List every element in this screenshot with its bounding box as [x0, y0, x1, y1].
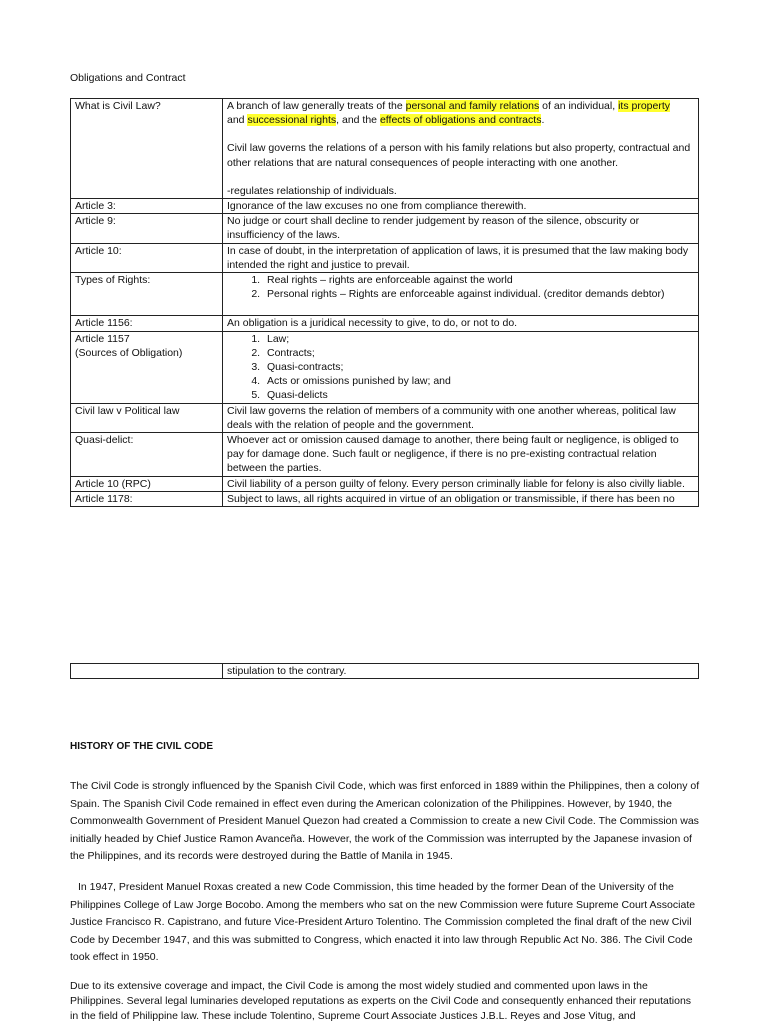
paragraph-text: In 1947, President Manuel Roxas created a new Code Commission, this time headed by the former Dean of the University of the Philippines College of Law Jorge Bocobo. Among the members who sat on the new Commission were future Supreme Court Associate Justice Francisco R. Capistrano, and future Vice-President Arturo Tolentino. The Commission completed the final draft of the new Civil Code by December 1947, and this was submitted to Congress, which enacted it into law through Republic Act No. 386. The Civil Code took effect in 1950.	[70, 881, 696, 963]
history-paragraph	[70, 879, 702, 967]
section-heading: HISTORY OF THE CIVIL CODE	[70, 741, 213, 752]
history-paragraph: The Civil Code is strongly influenced by the Spanish Civil Code, which was first enforced in 1889 within the Philippines, then a colony of Spain. The Spanish Civil Code remained in effect even during the American colonization of the Philippines. However, by 1940, the Commonwealth Government of President Manuel Quezon had created a Commission to create a new Civil Code. The Commission was initially headed by Chief Justice Ramon Avanceña. However, the work of the Commission was interrupted by the Japanese invasion of the Philippines, and its records were destroyed during the Battle of Manila in 1945.	[70, 780, 700, 862]
term-cell: Civil law v Political law	[71, 403, 223, 432]
list-item: 3. Quasi-contracts;	[263, 360, 694, 374]
term-text: Article 1157	[75, 332, 130, 345]
term-cell: Quasi-delict:	[71, 433, 223, 477]
text-span: A branch of law generally treats of the	[227, 100, 406, 112]
continued-table	[70, 663, 699, 679]
definitions-table	[70, 98, 699, 507]
term-cell: Article 10 (RPC)	[71, 476, 223, 491]
term-cell: Article 1156:	[71, 316, 223, 331]
table-row	[71, 433, 699, 477]
list-item: 4. Acts or omissions punished by law; and	[263, 374, 694, 388]
definition-cell: Civil liability of a person guilty of felony. Every person criminally liable for felony is also civilly liable.	[223, 476, 699, 491]
term-cell: What is Civil Law?	[71, 99, 223, 199]
term-cell	[71, 331, 223, 403]
highlighted-phrase: personal and family relations	[405, 100, 540, 112]
definition-cell: stipulation to the contrary.	[223, 664, 699, 679]
list-item: 5. Quasi-delicts	[263, 388, 694, 402]
term-cell: Article 10:	[71, 243, 223, 272]
text-span: and	[227, 114, 248, 127]
table-row	[71, 199, 699, 214]
list-item: 2. Contracts;	[263, 346, 694, 360]
table-row	[71, 273, 699, 316]
definition-cell	[223, 273, 699, 316]
rights-list	[227, 273, 694, 301]
highlighted-phrase: its property	[618, 100, 671, 112]
civil-law-definition	[227, 99, 694, 127]
term-cell	[71, 664, 223, 679]
term-cell: Article 1178:	[71, 491, 223, 506]
civil-law-paragraph: Civil law governs the relations of a person with his family relations but also property, contractual and other relations that are natural consequences of people interacting with one another.	[227, 142, 691, 169]
table-row	[71, 403, 699, 432]
civil-law-note: -regulates relationship of individuals.	[227, 184, 397, 197]
table-row	[71, 664, 699, 679]
definition-cell: Ignorance of the law excuses no one from compliance therewith.	[223, 199, 699, 214]
table-row	[71, 243, 699, 272]
definition-cell: In case of doubt, in the interpretation of application of laws, it is presumed that the law making body intended the right and justice to prevail.	[223, 243, 699, 272]
table-row	[71, 214, 699, 243]
list-item: 2. Personal rights – Rights are enforceable against individual. (creditor demands debtor)	[263, 287, 694, 301]
table-row	[71, 99, 699, 199]
highlighted-phrase: successional rights	[247, 114, 337, 127]
definition-cell: Civil law governs the relation of members of a community with one another whereas, political law deals with the relation of people and the government.	[223, 403, 699, 432]
sources-list	[227, 332, 694, 403]
definition-cell: Subject to laws, all rights acquired in virtue of an obligation or transmissible, if there has been no	[223, 491, 699, 506]
definition-cell: Whoever act or omission caused damage to another, there being fault or negligence, is obliged to pay for damage done. Such fault or negligence, if there is no pre-existing contractual relation between the parties.	[223, 433, 699, 477]
text-span: , and the	[336, 114, 380, 127]
term-cell: Article 9:	[71, 214, 223, 243]
table-row	[71, 491, 699, 506]
table-row	[71, 476, 699, 491]
definition-cell	[223, 331, 699, 403]
text-span: of an individual,	[539, 100, 619, 112]
definition-cell	[223, 99, 699, 199]
table-row	[71, 316, 699, 331]
list-item: 1. Real rights – rights are enforceable against the world	[263, 273, 694, 287]
term-cell: Types of Rights:	[71, 273, 223, 316]
history-paragraph: Due to its extensive coverage and impact, the Civil Code is among the most widely studied and commented upon laws in the Philippines. Several legal luminaries developed reputations as experts on the Civil Code and consequently enhanced their reputations in the field of Philippine law. These include Tolentino, Supreme Court Associate Justices J.B.L. Reyes and Jose Vitug, and	[70, 980, 692, 1022]
document-title: Obligations and Contract	[70, 72, 186, 84]
definition-cell: No judge or court shall decline to render judgement by reason of the silence, obscurity or insufficiency of the laws.	[223, 214, 699, 243]
list-item: 1. Law;	[263, 332, 694, 346]
text-span: .	[541, 114, 545, 127]
term-cell: Article 3:	[71, 199, 223, 214]
table-row	[71, 331, 699, 403]
highlighted-phrase: effects of obligations and contracts	[379, 114, 542, 127]
definition-cell: An obligation is a juridical necessity to give, to do, or not to do.	[223, 316, 699, 331]
term-subtext: (Sources of Obligation)	[75, 346, 183, 359]
